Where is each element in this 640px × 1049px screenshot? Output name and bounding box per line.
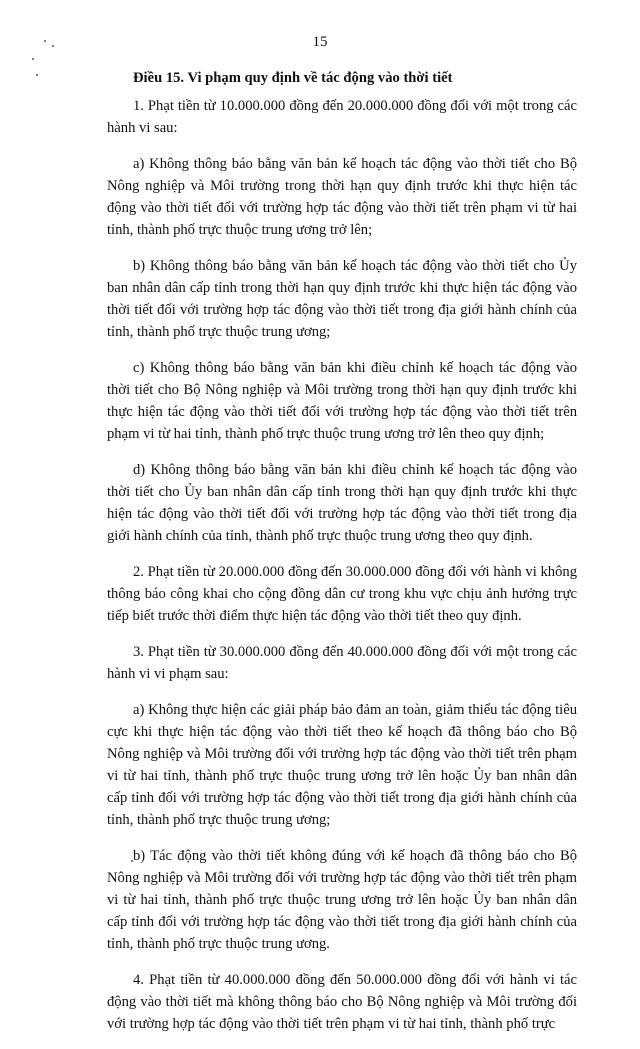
paragraph-3: 3. Phạt tiền từ 30.000.000 đồng đến 40.000.000 đồng đối với một trong các hành vi vi phạm sau:: [107, 644, 577, 682]
paragraph-1c: c) Không thông báo bằng văn bản khi điều chỉnh kế hoạch tác động vào thời tiết cho Bộ Nông nghiệp và Môi trường trong thời hạn quy định trước khi thực hiện tác động vào thời tiết đối với trường hợp tác động vào thời tiết trên phạm vi từ hai tỉnh, thành phố trực thuộc trung ương trở lên theo quy định;: [107, 360, 577, 442]
paragraph-3b: b) Tác động vào thời tiết không đúng với kế hoạch đã thông báo cho Bộ Nông nghiệp và Môi trường đối với trường hợp tác động vào thời tiết trên phạm vi từ hai tỉnh, thành phố trực thuộc trung ương trở lên hoặc Ủy ban nhân dân cấp tỉnh đối với trường hợp tác động vào thời tiết trong địa giới hành chính của tỉnh, thành phố trực thuộc trung ương.: [107, 848, 577, 952]
scan-speck: [32, 58, 34, 60]
paragraph-1: 1. Phạt tiền từ 10.000.000 đồng đến 20.000.000 đồng đối với một trong các hành vi sau:: [107, 98, 577, 136]
article-heading: Điều 15. Vi phạm quy định về tác động vào thời tiết: [133, 70, 453, 86]
paragraph-4: 4. Phạt tiền từ 40.000.000 đồng đến 50.000.000 đồng đối với hành vi tác động vào thời tiết mà không thông báo cho Bộ Nông nghiệp và Môi trường đối với trường hợp tác động vào thời tiết trên phạm vi từ hai tỉnh, thành phố trực: [107, 972, 577, 1032]
paragraph-1d: d) Không thông báo bằng văn bản khi điều chỉnh kế hoạch tác động vào thời tiết cho Ủy ban nhân dân cấp tỉnh trong thời hạn quy định trước khi thực hiện tác động vào thời tiết đối với trường hợp tác động vào thời tiết trong địa giới hành chính của tỉnh, thành phố trực thuộc trung ương theo quy định.: [107, 462, 577, 544]
page-number: 15: [312, 34, 328, 50]
paragraph-3a: a) Không thực hiện các giải pháp bảo đảm an toàn, giảm thiểu tác động tiêu cực khi thực hiện tác động vào thời tiết theo kế hoạch đã thông báo cho Bộ Nông nghiệp và Môi trường đối với trường hợp tác động vào thời tiết trên phạm vi từ hai tỉnh, thành phố trực thuộc trung ương trở lên hoặc Ủy ban nhân dân cấp tỉnh đối với trường hợp tác động vào thời tiết trong địa giới hành chính của tỉnh, thành phố trực thuộc trung ương;: [107, 702, 577, 828]
paragraph-2: 2. Phạt tiền từ 20.000.000 đồng đến 30.000.000 đồng đối với hành vi không thông báo công khai cho cộng đồng dân cư trong khu vực chịu ảnh hưởng trực tiếp biết trước thời điểm thực hiện tác động vào thời tiết theo quy định.: [107, 564, 577, 624]
scan-speck: [36, 74, 38, 76]
paragraph-1a: a) Không thông báo bằng văn bản kế hoạch tác động vào thời tiết cho Bộ Nông nghiệp và Môi trường trong thời hạn quy định trước khi thực hiện tác động vào thời tiết đối với trường hợp tác động vào thời tiết trên phạm vi từ hai tỉnh, thành phố trực thuộc trung ương trở lên;: [107, 156, 577, 238]
document-body: [107, 67, 577, 1049]
paragraph-1b: b) Không thông báo bằng văn bản kế hoạch tác động vào thời tiết cho Ủy ban nhân dân cấp tỉnh trong thời hạn quy định trước khi thực hiện tác động vào thời tiết đối với trường hợp tác động vào thời tiết trong địa giới hành chính của tỉnh, thành phố trực thuộc trung ương;: [107, 258, 577, 340]
